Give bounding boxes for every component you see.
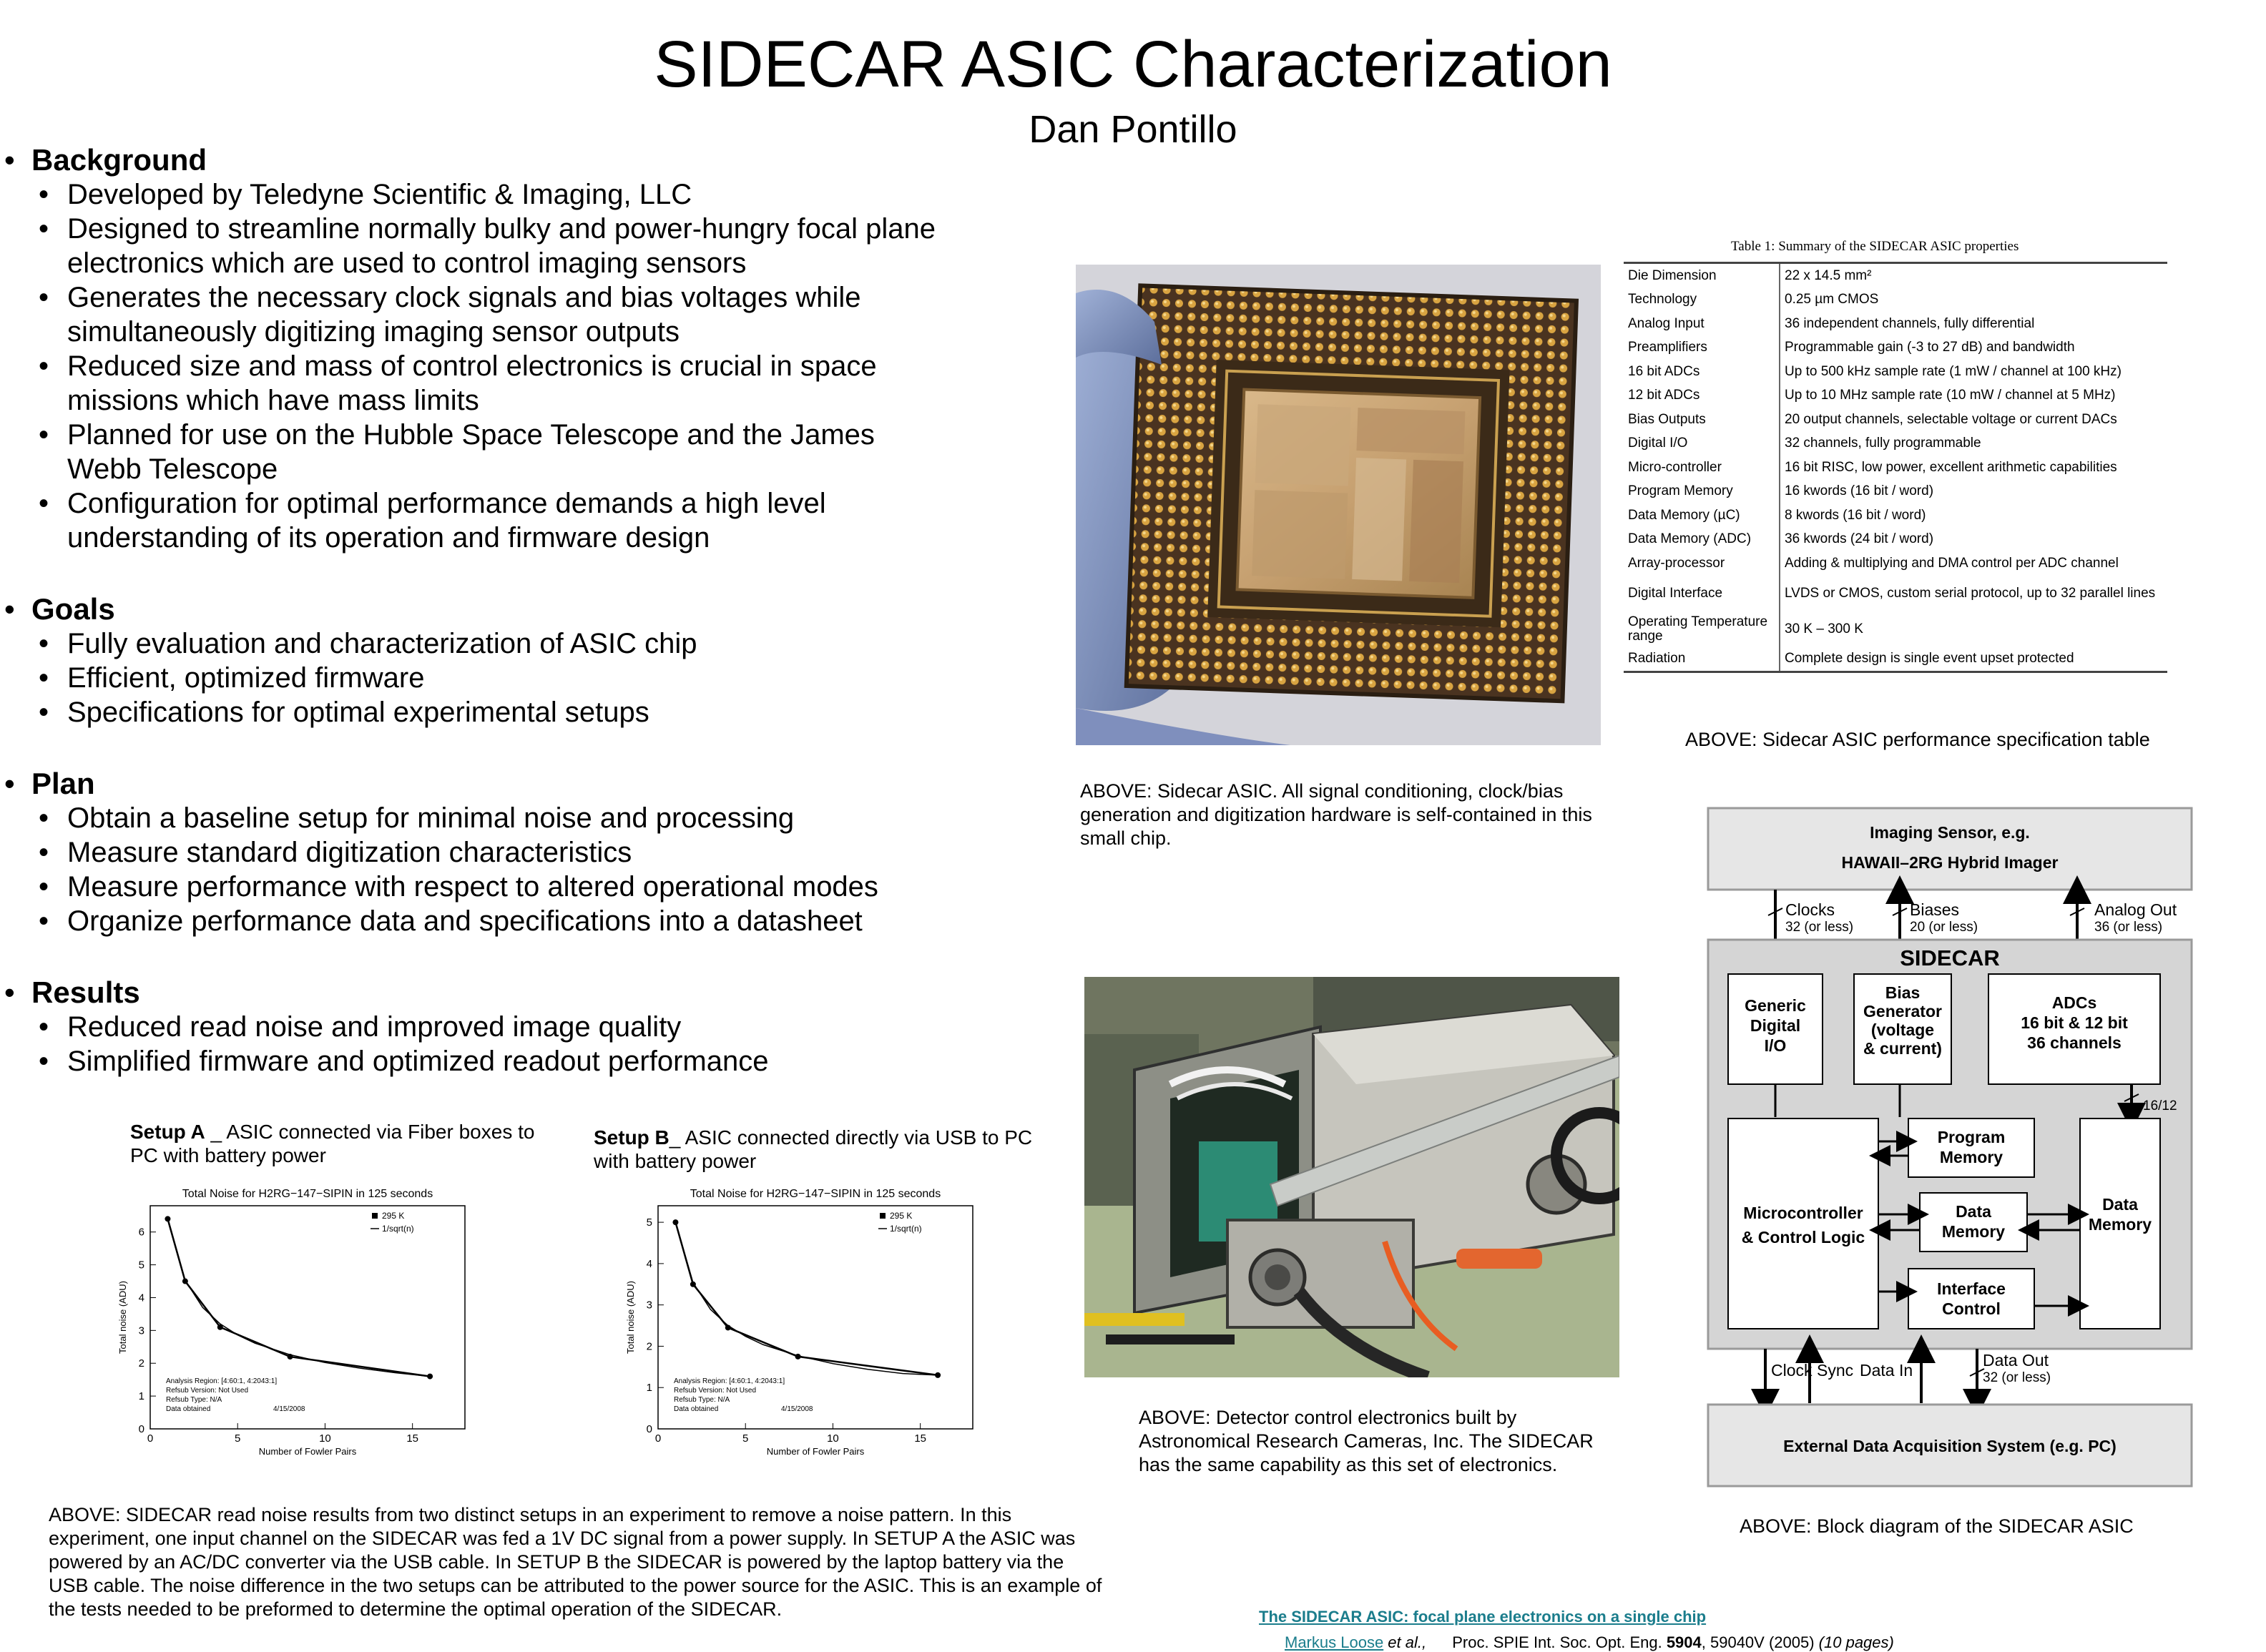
y-tick-label: 4 bbox=[646, 1257, 652, 1270]
list-item: • Specifications for optimal experimental setups bbox=[0, 695, 1001, 729]
spec-key: Data Memory (ADC) bbox=[1624, 528, 1780, 552]
spec-value: Complete design is single event upset protected bbox=[1780, 647, 2167, 672]
data-in-label: Data In bbox=[1860, 1361, 1913, 1380]
uc-data-memory-label-1: Data bbox=[1956, 1202, 1991, 1221]
spec-table-caption: ABOVE: Sidecar ASIC performance specification table bbox=[1685, 729, 2150, 750]
spec-key: Die Dimension bbox=[1624, 263, 1780, 288]
spec-value: 32 channels, fully programmable bbox=[1785, 436, 1981, 451]
y-tick-label: 1 bbox=[646, 1382, 652, 1395]
chart-annotation: Refsub Version: Not Used bbox=[674, 1387, 757, 1395]
chart-title: Total Noise for H2RG−147−SIPIN in 125 seconds bbox=[182, 1188, 433, 1200]
x-axis-label: Number of Fowler Pairs bbox=[258, 1446, 357, 1457]
reference-citation bbox=[1285, 1633, 1894, 1652]
chart-annotation: Refsub Version: Not Used bbox=[166, 1387, 249, 1395]
reference-title[interactable]: The SIDECAR ASIC: focal plane electronics on a single chip bbox=[1259, 1608, 1707, 1626]
control-electronics-illustration bbox=[1084, 977, 1619, 1377]
generic-io-label-2: Digital bbox=[1750, 1016, 1801, 1035]
y-tick-label: 1 bbox=[138, 1390, 144, 1403]
spec-value: Up to 10 MHz sample rate (10 mW / channel at 5 MHz) bbox=[1785, 388, 2116, 403]
y-tick-label: 5 bbox=[138, 1259, 144, 1272]
external-daq-label: External Data Acquisition System (e.g. PC) bbox=[1783, 1437, 2117, 1455]
x-axis-label: Number of Fowler Pairs bbox=[766, 1446, 865, 1457]
list-item: • Designed to streamline normally bulky and power-hungry focal plane electronics which are used to control imaging sensors bbox=[0, 212, 947, 280]
legend-label: 1/sqrt(n) bbox=[890, 1224, 922, 1234]
spec-row bbox=[1624, 288, 2167, 313]
biases-label: Biases bbox=[1910, 900, 1960, 919]
analog-out-label: Analog Out bbox=[2094, 900, 2177, 919]
spec-row bbox=[1624, 432, 2167, 456]
spec-row bbox=[1624, 528, 2167, 552]
interface-control-label-2: Control bbox=[1942, 1299, 2001, 1318]
goals-heading: • Goals bbox=[0, 592, 1001, 626]
spec-row bbox=[1624, 503, 2167, 528]
spec-table-title: Table 1: Summary of the SIDECAR ASIC properties bbox=[1731, 239, 2019, 254]
y-axis-label: Total noise (ADU) bbox=[117, 1281, 128, 1354]
chart-annotation: Data obtained bbox=[674, 1405, 719, 1413]
spec-value: LVDS or CMOS, custom serial protocol, up to 32 parallel lines bbox=[1785, 585, 2156, 601]
spec-row bbox=[1624, 384, 2167, 408]
data-out-label: Data Out bbox=[1983, 1351, 2049, 1370]
spec-row bbox=[1624, 336, 2167, 360]
spec-key: Program Memory bbox=[1624, 480, 1780, 504]
list-item: • Configuration for optimal performance demands a high level understanding of its operation and firmware design bbox=[0, 486, 911, 555]
list-item: • Reduced size and mass of control electronics is crucial in space missions which have mass limits bbox=[0, 349, 911, 418]
spec-value: 0.25 µm CMOS bbox=[1785, 292, 1879, 308]
y-tick-label: 2 bbox=[138, 1357, 144, 1370]
noise-chart-setup-a bbox=[114, 1181, 486, 1467]
spec-key: Micro-controller bbox=[1624, 456, 1780, 480]
micro-label-2: & Control Logic bbox=[1741, 1228, 1865, 1247]
asic-chip-illustration bbox=[1076, 265, 1601, 745]
spec-value: 30 K – 300 K bbox=[1785, 621, 1863, 636]
legend-label: 1/sqrt(n) bbox=[382, 1224, 414, 1234]
setup-b-title: Setup B bbox=[594, 1126, 670, 1149]
spec-value: Up to 500 kHz sample rate (1 mW / channel at 100 kHz) bbox=[1785, 363, 2122, 379]
reference-etal: et al., bbox=[1383, 1633, 1427, 1651]
program-memory-label-1: Program bbox=[1937, 1128, 2006, 1146]
spec-value: 36 independent channels, fully differential bbox=[1785, 315, 2035, 331]
uc-data-memory-label-2: Memory bbox=[1941, 1222, 2006, 1241]
reference-pages: (10 pages) bbox=[1818, 1633, 1894, 1651]
data-memory-label-1: Data bbox=[2102, 1195, 2138, 1214]
y-tick-label: 0 bbox=[138, 1423, 144, 1435]
bias-gen-label-1: Bias bbox=[1885, 983, 1921, 1002]
list-item: • Simplified firmware and optimized readout performance bbox=[0, 1044, 1001, 1078]
analog-out-sublabel: 36 (or less) bbox=[2094, 920, 2163, 935]
chart-annotation-date: 4/15/2008 bbox=[273, 1405, 305, 1413]
adc-label-1: ADCs bbox=[2051, 993, 2097, 1012]
bias-gen-label-3: (voltage bbox=[1870, 1021, 1935, 1039]
data-point bbox=[165, 1216, 170, 1221]
spec-value: 16 bit RISC, low power, excellent arithmetic capabilities bbox=[1785, 459, 2117, 475]
x-tick-label: 5 bbox=[235, 1432, 241, 1445]
legend-label: 295 K bbox=[382, 1211, 405, 1221]
spec-row bbox=[1624, 647, 2167, 672]
section-results bbox=[0, 975, 1001, 1078]
spec-key: Technology bbox=[1624, 288, 1780, 313]
spec-value: Adding & multiplying and DMA control per ADC channel bbox=[1785, 555, 2119, 571]
list-item: • Generates the necessary clock signals and bias voltages while simultaneously digitizing imaging sensor outputs bbox=[0, 280, 911, 349]
biases-sublabel: 20 (or less) bbox=[1910, 920, 1978, 935]
clocks-label: Clocks bbox=[1785, 900, 1835, 919]
chart-annotation: Refsub Type: N/A bbox=[166, 1396, 222, 1404]
sidecar-label: SIDECAR bbox=[1900, 945, 2000, 970]
x-tick-label: 5 bbox=[742, 1432, 749, 1445]
spec-key: Digital Interface bbox=[1624, 576, 1780, 611]
adc-bits-label: 16/12 bbox=[2143, 1098, 2177, 1113]
micro-label-1: Microcontroller bbox=[1743, 1204, 1863, 1222]
spec-value: 36 kwords (24 bit / word) bbox=[1785, 531, 1934, 547]
spec-value: Programmable gain (-3 to 27 dB) and bandwidth bbox=[1785, 340, 2075, 355]
chart-annotation-date: 4/15/2008 bbox=[781, 1405, 813, 1413]
setup-a-label bbox=[130, 1120, 559, 1167]
section-goals bbox=[0, 592, 1001, 729]
series-line-fit bbox=[167, 1219, 430, 1376]
x-tick-label: 15 bbox=[914, 1432, 927, 1445]
spec-key: 12 bit ADCs bbox=[1624, 384, 1780, 408]
reference-volume: 5904 bbox=[1666, 1633, 1702, 1651]
list-item: • Measure performance with respect to altered operational modes bbox=[0, 870, 1001, 904]
sync-label: Sync bbox=[1817, 1361, 1854, 1380]
reference-title-link[interactable] bbox=[1259, 1608, 1706, 1626]
poster-author: Dan Pontillo bbox=[1029, 108, 1237, 151]
background-heading: • Background bbox=[0, 143, 1001, 177]
results-heading: • Results bbox=[0, 975, 1001, 1010]
spec-row bbox=[1624, 611, 2167, 647]
plan-heading: • Plan bbox=[0, 767, 1001, 801]
bias-gen-label-2: Generator bbox=[1863, 1002, 1942, 1021]
y-tick-label: 2 bbox=[646, 1340, 652, 1353]
x-tick-label: 10 bbox=[827, 1432, 839, 1445]
spec-key: Preamplifiers bbox=[1624, 336, 1780, 360]
y-tick-label: 5 bbox=[646, 1216, 652, 1229]
spec-key: Operating Temperature range bbox=[1624, 611, 1780, 647]
clocks-sublabel: 32 (or less) bbox=[1785, 920, 1854, 935]
spec-value: 8 kwords (16 bit / word) bbox=[1785, 507, 1926, 523]
asic-chip-photo bbox=[1076, 265, 1601, 745]
spec-row bbox=[1624, 312, 2167, 336]
y-axis-label: Total noise (ADU) bbox=[625, 1281, 636, 1354]
data-memory-label-2: Memory bbox=[2088, 1215, 2152, 1234]
chart-title: Total Noise for H2RG−147−SIPIN in 125 seconds bbox=[690, 1188, 941, 1200]
spec-row bbox=[1624, 360, 2167, 384]
setup-b-description: _ ASIC connected directly via USB to PC with battery power bbox=[594, 1126, 1033, 1172]
spec-row bbox=[1624, 408, 2167, 432]
chart-annotation: Analysis Region: [4:60:1, 4:2043:1] bbox=[166, 1377, 278, 1385]
adc-label-3: 36 channels bbox=[2027, 1033, 2122, 1052]
control-electronics-photo bbox=[1084, 977, 1619, 1377]
setup-a-title: Setup A bbox=[130, 1121, 205, 1143]
asic-photo-caption: ABOVE: Sidecar ASIC. All signal conditioning, clock/bias generation and digitization hardware is self-contained in this small chip. bbox=[1080, 780, 1592, 849]
y-tick-label: 4 bbox=[138, 1292, 144, 1304]
imaging-sensor-block bbox=[1708, 808, 2192, 890]
chart-annotation: Refsub Type: N/A bbox=[674, 1396, 730, 1404]
section-plan bbox=[0, 767, 1001, 938]
setup-a-description: _ ASIC connected via Fiber boxes to PC with battery power bbox=[130, 1121, 535, 1166]
poster-title: SIDECAR ASIC Characterization bbox=[654, 28, 1612, 101]
spec-value: 20 output channels, selectable voltage or current DACs bbox=[1785, 411, 2117, 427]
bias-gen-label-4: & current) bbox=[1863, 1039, 1942, 1058]
x-tick-label: 0 bbox=[147, 1432, 154, 1445]
spec-row bbox=[1624, 263, 2167, 288]
spec-key: Data Memory (µC) bbox=[1624, 503, 1780, 528]
data-out-sublabel: 32 (or less) bbox=[1983, 1370, 2051, 1385]
spec-key: Radiation bbox=[1624, 647, 1780, 672]
list-item: • Developed by Teledyne Scientific & Imaging, LLC bbox=[0, 177, 1001, 212]
list-item: • Measure standard digitization characteristics bbox=[0, 835, 1001, 870]
generic-io-label-3: I/O bbox=[1764, 1036, 1787, 1055]
noise-results-caption: ABOVE: SIDECAR read noise results from two distinct setups in an experiment to remove a noise pattern. In this experiment, one input channel on the SIDECAR was fed a 1V DC signal from a power supply. In SETUP A the ASIC was powered by an AC/DC converter via the USB cable. In SETUP B the SIDECAR is powered by the laptop battery via the USB cable. The noise difference in the two setups can be attributed to the power source for the ASIC. This is an example of the tests needed to be preformed to determine the optimal operation of the SIDECAR. bbox=[49, 1504, 1102, 1620]
series-line-measured bbox=[167, 1219, 430, 1376]
sensor-label-2: HAWAII–2RG Hybrid Imager bbox=[1841, 853, 2059, 872]
block-diagram-caption: ABOVE: Block diagram of the SIDECAR ASIC bbox=[1740, 1515, 2134, 1537]
spec-key: Analog Input bbox=[1624, 312, 1780, 336]
list-item: • Reduced read noise and improved image quality bbox=[0, 1010, 1001, 1044]
reference-journal: Proc. SPIE Int. Soc. Opt. Eng. bbox=[1452, 1633, 1667, 1651]
interface-control-block bbox=[1908, 1269, 2034, 1329]
spec-key: Bias Outputs bbox=[1624, 408, 1780, 432]
spec-value: 22 x 14.5 mm² bbox=[1780, 263, 2167, 288]
list-item: • Fully evaluation and characterization of ASIC chip bbox=[0, 626, 1001, 661]
list-item: • Efficient, optimized firmware bbox=[0, 661, 1001, 695]
legend-marker bbox=[880, 1213, 886, 1219]
noise-chart-setup-b bbox=[622, 1181, 994, 1467]
spec-key: Digital I/O bbox=[1624, 432, 1780, 456]
electronics-photo-caption: ABOVE: Detector control electronics built by Astronomical Research Cameras, Inc. The SIDECAR has the same capability as this set of electronics. bbox=[1139, 1407, 1594, 1475]
chart-annotation: Data obtained bbox=[166, 1405, 211, 1413]
spec-row bbox=[1624, 480, 2167, 504]
list-item: • Organize performance data and specifications into a datasheet bbox=[0, 904, 1001, 938]
setup-b-label bbox=[594, 1126, 1051, 1173]
y-tick-label: 6 bbox=[138, 1226, 144, 1239]
y-tick-label: 3 bbox=[646, 1299, 652, 1312]
reference-article: , 59040V (2005) bbox=[1701, 1633, 1819, 1651]
legend-label: 295 K bbox=[890, 1211, 913, 1221]
section-background bbox=[0, 143, 1001, 555]
clock-label: Clock bbox=[1771, 1361, 1813, 1380]
adc-label-2: 16 bit & 12 bit bbox=[2021, 1013, 2128, 1032]
list-item: • Planned for use on the Hubble Space Telescope and the James Webb Telescope bbox=[0, 418, 911, 486]
spec-row bbox=[1624, 456, 2167, 480]
data-point bbox=[672, 1219, 678, 1225]
program-memory-label-2: Memory bbox=[1939, 1148, 2003, 1166]
x-tick-label: 10 bbox=[319, 1432, 331, 1445]
y-tick-label: 0 bbox=[646, 1423, 652, 1435]
legend-marker bbox=[372, 1213, 378, 1219]
list-item: • Obtain a baseline setup for minimal noise and processing bbox=[0, 801, 1001, 835]
interface-control-label-1: Interface bbox=[1937, 1279, 2006, 1298]
microcontroller-block bbox=[1728, 1118, 1878, 1329]
x-tick-label: 0 bbox=[654, 1432, 662, 1445]
spec-row bbox=[1624, 551, 2167, 576]
spec-key: 16 bit ADCs bbox=[1624, 360, 1780, 384]
series-line-fit bbox=[675, 1222, 938, 1375]
spec-value: 16 kwords (16 bit / word) bbox=[1785, 483, 1934, 499]
block-diagram bbox=[1702, 804, 2196, 1501]
reference-author-link[interactable]: Markus Loose bbox=[1285, 1633, 1384, 1651]
generic-io-label-1: Generic bbox=[1745, 996, 1806, 1015]
spec-key: Array-processor bbox=[1624, 551, 1780, 576]
series-line-measured bbox=[675, 1222, 938, 1375]
sensor-label-1: Imaging Sensor, e.g. bbox=[1870, 823, 2030, 842]
x-tick-label: 15 bbox=[406, 1432, 419, 1445]
spec-table bbox=[1624, 262, 2167, 673]
chart-annotation: Analysis Region: [4:60:1, 4:2043:1] bbox=[674, 1377, 785, 1385]
spec-row bbox=[1624, 576, 2167, 611]
y-tick-label: 3 bbox=[138, 1324, 144, 1337]
